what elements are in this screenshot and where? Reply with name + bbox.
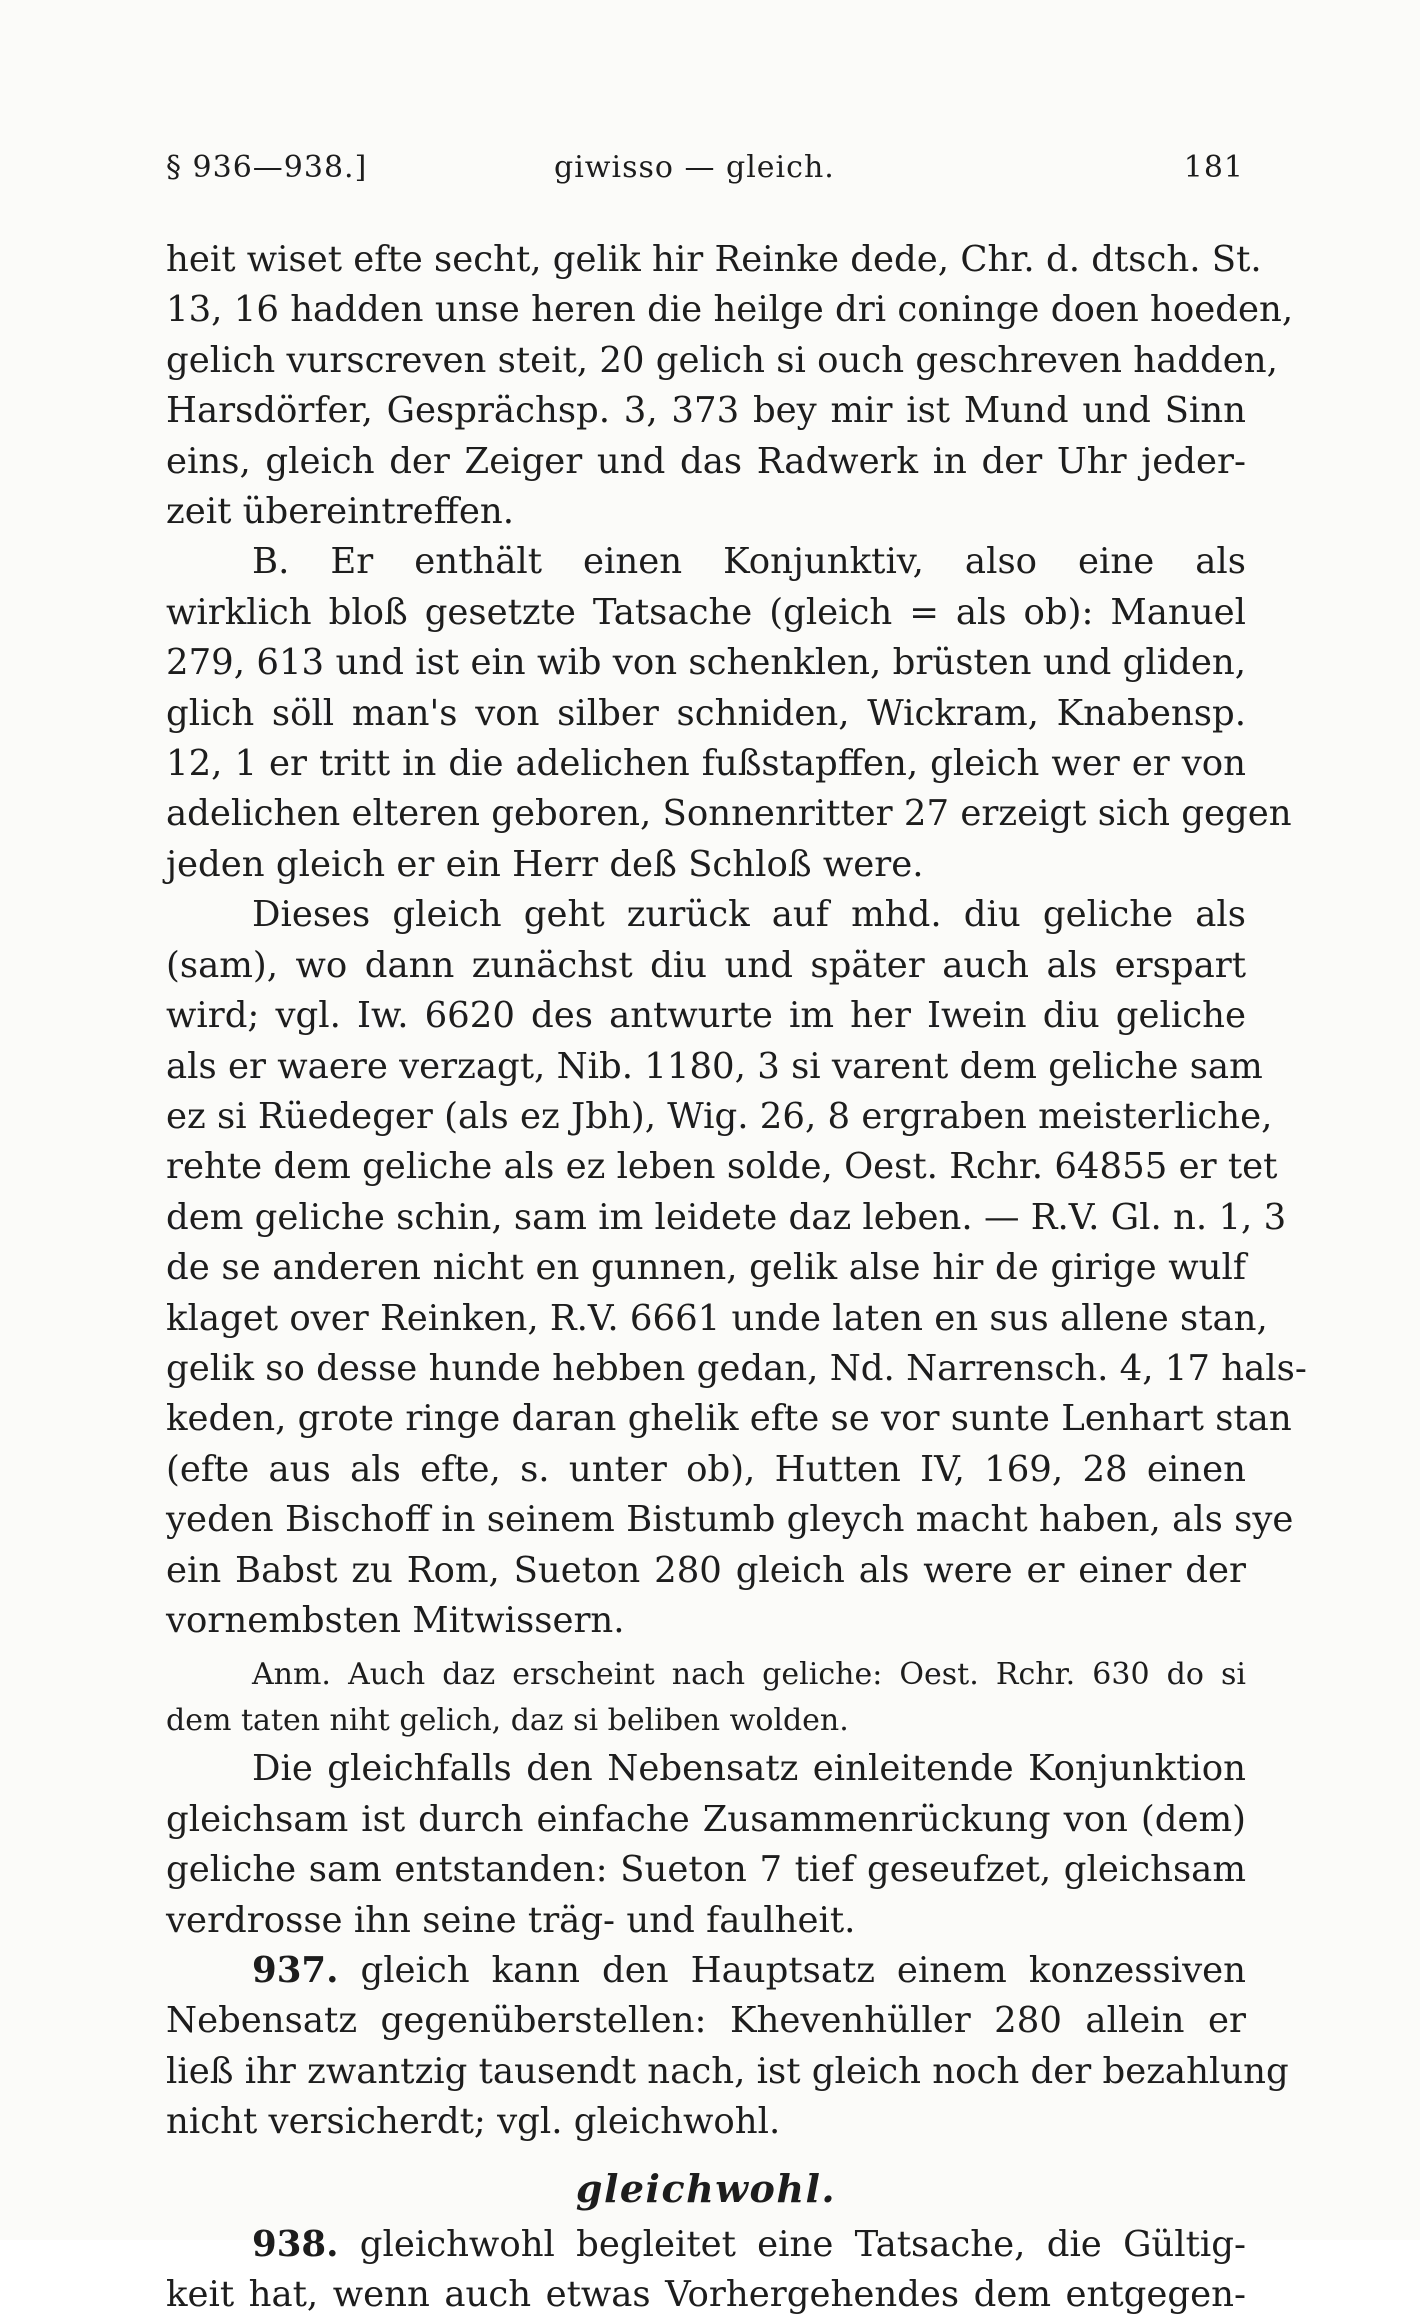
text-line: de se anderen nicht en gunnen, gelik alse hir de girige wulf bbox=[166, 1247, 1246, 1289]
text-line: wirklich bloß gesetzte Tatsache (gleich = als ob): Manuel bbox=[166, 591, 1246, 633]
running-header bbox=[166, 150, 1256, 198]
text-line: gelik so desse hunde hebben gedan, Nd. Narrensch. 4, 17 hals- bbox=[166, 1347, 1307, 1389]
section-number: 937. bbox=[252, 1950, 339, 1991]
section-number: 938. bbox=[252, 2223, 339, 2265]
text-line: keden, grote ringe daran ghelik efte se vor sunte Lenhart stan bbox=[166, 1398, 1292, 1440]
text-line: wird; vgl. Iw. 6620 des antwurte im her Iwein diu geliche bbox=[166, 995, 1246, 1037]
section-937-line: 937. gleich kann den Hauptsatz einem konzessiven bbox=[252, 1950, 1246, 1991]
text-line: keit hat, wenn auch etwas Vorhergehendes dem entgegen- bbox=[166, 2274, 1246, 2316]
text-line: gleichsam ist durch einfache Zusammenrückung von (dem) bbox=[166, 1798, 1246, 1840]
text-line: Nebensatz gegenüberstellen: Khevenhüller 280 allein er bbox=[166, 2000, 1246, 2042]
text-line: heit wiset efte secht, gelik hir Reinke dede, Chr. d. dtsch. St. bbox=[166, 239, 1262, 280]
text-line: zeit übereintreffen. bbox=[166, 491, 515, 533]
text-line: yeden Bischoff in seinem Bistumb gleych macht haben, als sye bbox=[166, 1499, 1294, 1541]
text-line: (sam), wo dann zunächst diu und später auch als erspart bbox=[166, 944, 1246, 986]
page-number: 181 bbox=[1183, 150, 1244, 185]
text-line: 13, 16 hadden unse heren die heilge dri coninge doen hoeden, bbox=[166, 289, 1294, 331]
text-line: glich söll man's von silber schniden, Wickram, Knabensp. bbox=[166, 692, 1246, 734]
text-line: (efte aus als efte, s. unter ob), Hutten IV, 169, 28 einen bbox=[166, 1448, 1246, 1490]
text-line: vornembsten Mitwissern. bbox=[166, 1599, 625, 1641]
text-line: Dieses gleich geht zurück auf mhd. diu geliche als bbox=[252, 894, 1246, 936]
text-line: klaget over Reinken, R.V. 6661 unde laten en sus allene stan, bbox=[166, 1297, 1268, 1339]
section-range: § 936—938.] bbox=[166, 150, 368, 185]
section-938-line: 938. gleichwohl begleitet eine Tatsache, die Gültig- bbox=[252, 2223, 1246, 2265]
text-line: Harsdörfer, Gesprächsp. 3, 373 bey mir ist Mund und Sinn bbox=[166, 390, 1246, 432]
note-line: Anm. Auch daz erscheint nach geliche: Oest. Rchr. 630 do si bbox=[252, 1657, 1246, 1693]
text-line: B. Er enthält einen Konjunktiv, also eine als bbox=[252, 541, 1246, 583]
header-title: giwisso — gleich. bbox=[554, 150, 835, 185]
text-line: rehte dem geliche als ez leben solde, Oest. Rchr. 64855 er tet bbox=[166, 1146, 1278, 1188]
text-line: ließ ihr zwantzig tausendt nach, ist gleich noch der bezahlung bbox=[166, 2050, 1289, 2092]
text-line: verdrosse ihn seine träg- und faulheit. bbox=[166, 1899, 856, 1941]
text-line: nicht versicherdt; vgl. gleichwohl. bbox=[166, 2101, 781, 2143]
text-line: jeden gleich er ein Herr deß Schloß were. bbox=[166, 843, 924, 885]
text-line: dem geliche schin, sam im leidete daz leben. — R.V. Gl. n. 1, 3 bbox=[166, 1196, 1287, 1238]
text-line: geliche sam entstanden: Sueton 7 tief geseufzet, gleichsam bbox=[166, 1849, 1246, 1891]
text-line: eins, gleich der Zeiger und das Radwerk in der Uhr jeder- bbox=[166, 440, 1246, 482]
text-line: ein Babst zu Rom, Sueton 280 gleich als were er einer der bbox=[166, 1549, 1246, 1591]
text-line: 279, 613 und ist ein wib von schenklen, brüsten und gliden, bbox=[166, 642, 1246, 684]
text-line: adelichen elteren geboren, Sonnenritter 27 erzeigt sich gegen bbox=[166, 793, 1292, 835]
text-line: Die gleichfalls den Nebensatz einleitende Konjunktion bbox=[252, 1748, 1246, 1790]
text-line: gelich vurscreven steit, 20 gelich si ouch geschreven hadden, bbox=[166, 339, 1278, 381]
text-line: als er waere verzagt, Nib. 1180, 3 si varent dem geliche sam bbox=[166, 1045, 1263, 1087]
text-line: ez si Rüedeger (als ez Jbh), Wig. 26, 8 ergraben meisterliche, bbox=[166, 1095, 1273, 1137]
annotation-note bbox=[166, 1652, 1246, 1744]
section-heading: gleichwohl. bbox=[575, 2165, 837, 2211]
text-body bbox=[166, 235, 1307, 2320]
text-line: 12, 1 er tritt in die adelichen fußstapffen, gleich wer er von bbox=[166, 743, 1246, 785]
note-line: dem taten niht gelich, daz si beliben wolden. bbox=[166, 1703, 849, 1739]
